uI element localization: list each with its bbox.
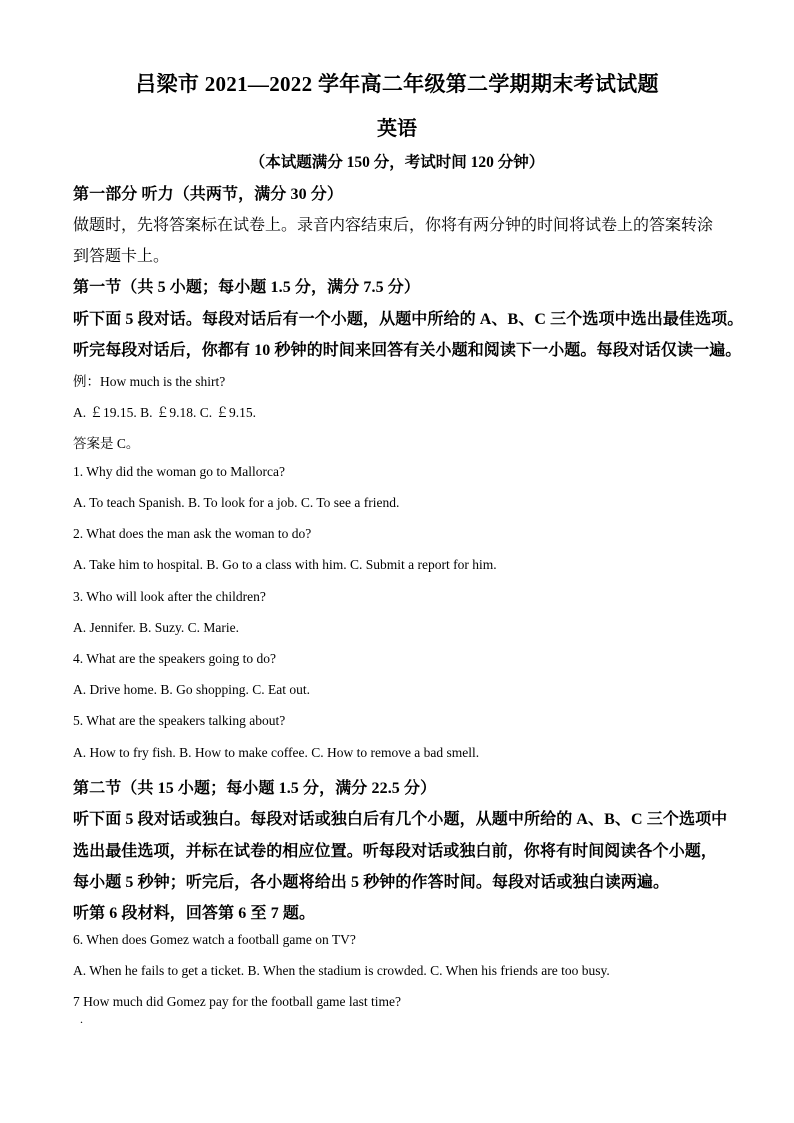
example-options: A. ￡19.15. B. ￡9.18. C. ￡9.15. bbox=[73, 405, 257, 420]
exam-subject: 英语 bbox=[377, 118, 417, 140]
section2-instruction-line: 每小题 5 秒钟；听完后，各小题将给出 5 秒钟的作答时间。每段对话或独白读两遍。 bbox=[73, 874, 670, 891]
example-answer: 答案是 C。 bbox=[73, 436, 140, 451]
exam-title: 吕梁市 2021—2022 学年高二年级第二学期期末考试试题 bbox=[135, 72, 659, 96]
section2-heading: 第二节（共 15 小题；每小题 1.5 分，满分 22.5 分） bbox=[73, 780, 437, 797]
section2-instruction-line: 听下面 5 段对话或独白。每段对话或独白后有几个小题，从题中所给的 A、B、C 三个选项中 bbox=[73, 811, 728, 828]
question-options: A. Jennifer. B. Suzy. C. Marie. bbox=[73, 620, 239, 635]
question-options: A. Drive home. B. Go shopping. C. Eat out. bbox=[73, 682, 310, 697]
question-options: A. To teach Spanish. B. To look for a job. C. To see a friend. bbox=[73, 495, 400, 510]
part1-instruction-line: 做题时，先将答案标在试卷上。录音内容结束后，你将有两分钟的时间将试卷上的答案转涂 bbox=[73, 217, 714, 234]
section1-instruction-line: 听完每段对话后，你都有 10 秒钟的时间来回答有关小题和阅读下一小题。每段对话仅读一遍。 bbox=[73, 342, 742, 359]
part1-heading: 第一部分 听力（共两节，满分 30 分） bbox=[73, 186, 344, 203]
question-text: 4. What are the speakers going to do? bbox=[73, 651, 276, 666]
question-options: A. How to fry fish. B. How to make coffee. C. How to remove a bad smell. bbox=[73, 745, 480, 760]
section1-heading: 第一节（共 5 小题；每小题 1.5 分，满分 7.5 分） bbox=[73, 279, 421, 296]
question-text: 7 How much did Gomez pay for the football game last time? bbox=[73, 994, 402, 1009]
question-text: 1. Why did the woman go to Mallorca? bbox=[73, 464, 285, 479]
trailing-mark: . bbox=[80, 1012, 83, 1026]
question-text: 5. What are the speakers talking about? bbox=[73, 713, 286, 728]
section2-instruction-line: 选出最佳选项，并标在试卷的相应位置。听每段对话或独白前，你将有时间阅读各个小题， bbox=[73, 843, 718, 860]
question-text: 2. What does the man ask the woman to do? bbox=[73, 526, 312, 541]
material-heading: 听第 6 段材料，回答第 6 至 7 题。 bbox=[73, 905, 316, 922]
question-text: 6. When does Gomez watch a football game on TV? bbox=[73, 932, 356, 947]
question-options: A. When he fails to get a ticket. B. When the stadium is crowded. C. When his friends are too busy. bbox=[73, 963, 610, 978]
question-options: A. Take him to hospital. B. Go to a class with him. C. Submit a report for him. bbox=[73, 557, 497, 572]
question-text: 3. Who will look after the children? bbox=[73, 589, 266, 604]
exam-note: （本试题满分 150 分，考试时间 120 分钟） bbox=[249, 154, 545, 171]
section1-instruction-line: 听下面 5 段对话。每段对话后有一个小题，从题中所给的 A、B、C 三个选项中选出最佳选项。 bbox=[73, 311, 744, 328]
example-question: 例：How much is the shirt? bbox=[73, 374, 226, 389]
part1-instruction-line: 到答题卡上。 bbox=[73, 248, 170, 265]
